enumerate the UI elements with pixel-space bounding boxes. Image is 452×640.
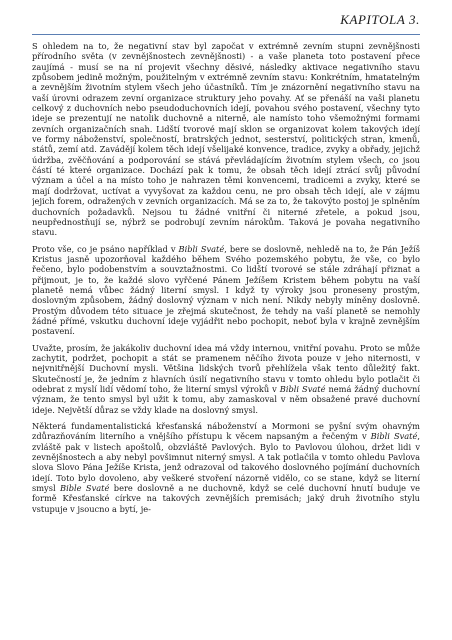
header-rule	[32, 34, 420, 35]
paragraph-text: bere doslovně a ne duchovně, když se celé duchovní hnutí buduje ve formě Křesťanské církve na takových zevnějších premisách; jaký druh životního stylu vstupuje v jsoucno a bytí, je-	[32, 483, 420, 514]
paragraph-4	[32, 421, 420, 514]
paragraph-text: Uvažte, prosím, že jakákoliv duchovní idea má vždy internou, vnitřní povahu. Proto se může zachytit, podržet, pochopit a stát se pramenem něčího života pouze v jeho niternosti, v nejvnitřnější Duchovní mysli. Většina lidských tvorů přehlížela však tento důležitý fakt. Skutečností je, že jedním z hlavních úsilí negativního stavu v tomto ohledu bylo potlačit či odebrat z myslí lidí vědomí toho, že literní smysl výroků v	[32, 342, 420, 394]
book-title: Bibli Svaté	[370, 431, 418, 442]
book-title: Bibli Svaté	[178, 243, 225, 254]
chapter-heading: KAPITOLA 3.	[340, 12, 420, 27]
paragraph-1	[32, 41, 420, 238]
paragraph-text: Některá fundamentalistická křesťanská náboženství a Mormoni se pyšní svým ohavným zdůrazňováním literního a vnějšího přístupu k věcem napsaným a řečeným v	[32, 421, 420, 442]
paragraph-2	[32, 244, 420, 337]
page-header	[32, 6, 420, 38]
paragraph-text: , zvláště pak v listech apoštolů, obzvláště Pavlových. Bylo to Pavlovou úlohou, držet lidi v zevnějšnostech a aby nebyl povšimnut niterný smysl. A tak potlačila v tomto ohledu Pavlova slova Slovo Pána Ježíše Krista, jenž odrazoval od takového doslovného pojímání duchovních idejí. Toto bylo dovoleno, aby veškeré stvoření názorně vidělo, co se stane, když se literní smysl	[32, 431, 420, 494]
page-body	[32, 41, 420, 632]
paragraph-text: , bere se doslovně, nehledě na to, že Pán Ježíš Kristus jasně upozorňoval každého během Svého pozemského pobytu, že vše, co bylo řečeno, bylo podobenstvím a souvztažnostmi. Co lidští tvorové se stále zdráhají přiznat a přijmout, je to, že každé slovo vyřčené Pánem Ježíšem Kristem během pobytu na vaší planetě nemá vůbec žádný literní smysl. I když ty výroky jsou proneseny prostým, doslovným způsobem, žádný doslovný význam v nich není. Nikdy nebyly míněny doslovně. Prostým důvodem této situace je zřejmá skutečnost, že tehdy na vaší planetě se nemohly žádné přímé, vskutku duchovní ideje vyjádřit nebo pochopit, neboť byla v krajně zevnějším postavení.	[32, 243, 420, 337]
book-title: Bible Svaté	[60, 483, 110, 494]
paragraph-text: Proto vše, co je psáno například v	[32, 243, 179, 254]
paragraph-3	[32, 343, 420, 415]
paragraph-text: nemá žádný duchovní význam, že tento smysl byl užit k tomu, aby zamaskoval v něm obsažené pravé duchovní ideje. Největší důraz se vždy klade na doslovný smysl.	[32, 384, 420, 415]
paragraph-text: S ohledem na to, že negativní stav byl započat v extrémně zevním stupni zevnějšnosti přírodního světa (v zevnějšnostech zevnějšnosti) - a vaše planeta toto postavení přece zaujímá - musí se na ní projevit všechny děsivé, následky aktivace negativního stavu způsobem jedině možným, použitelným v extrémně zevním stavu: Konkrétním, hmatatelným a zevnějším životním stylem všech jeho účastníků. Tím je znázornění negativního stavu na vaší úrovni odrazem zevní organizace struktury jeho povahy. Ať se přenáší na vaši planetu celkový z duchovních nebo pseudoduchovních idejí, povahou svého postavení, všechny tyto ideje se prezentují ne natolik duchovně a niterně, ale namísto toho všemožnými formami zevních organizačních snah. Lidští tvorové mají sklon se organizovat kolem takových idejí ve formy náboženství, společností, bratrských jednot, sesterství, politických stran, kmenů, států, zemí atd. Zavádějí kolem těch idejí všelijaké konvence, tradice, zvyky a obřady, jejichž údržba, zvěčňování a podporování se stává převládajícím životním stylem všech, co jsou částí té které organizace. Dochází pak k tomu, že obsah těch idejí ztrácí svůj původní význam a účel a na místo toho je nahrazen těmi konvencemi, tradicemi a zvyky, které se mají dodržovat, uctívat a vyvyšovat za každou cenu, ne pro obsah těch idejí, ale v zájmu jejich forem, odražených v zevních organizacích. Má se za to, že takovýto postoj je splněním duchovních požadavků. Nejsou tu žádné vnitřní či niterné zřetele, a pokud jsou, neupřednostňují se, nýbrž se podrobují zevním nárokům. Taková je povaha negativního stavu.	[32, 41, 420, 238]
book-title: Bibli Svaté	[279, 384, 326, 394]
